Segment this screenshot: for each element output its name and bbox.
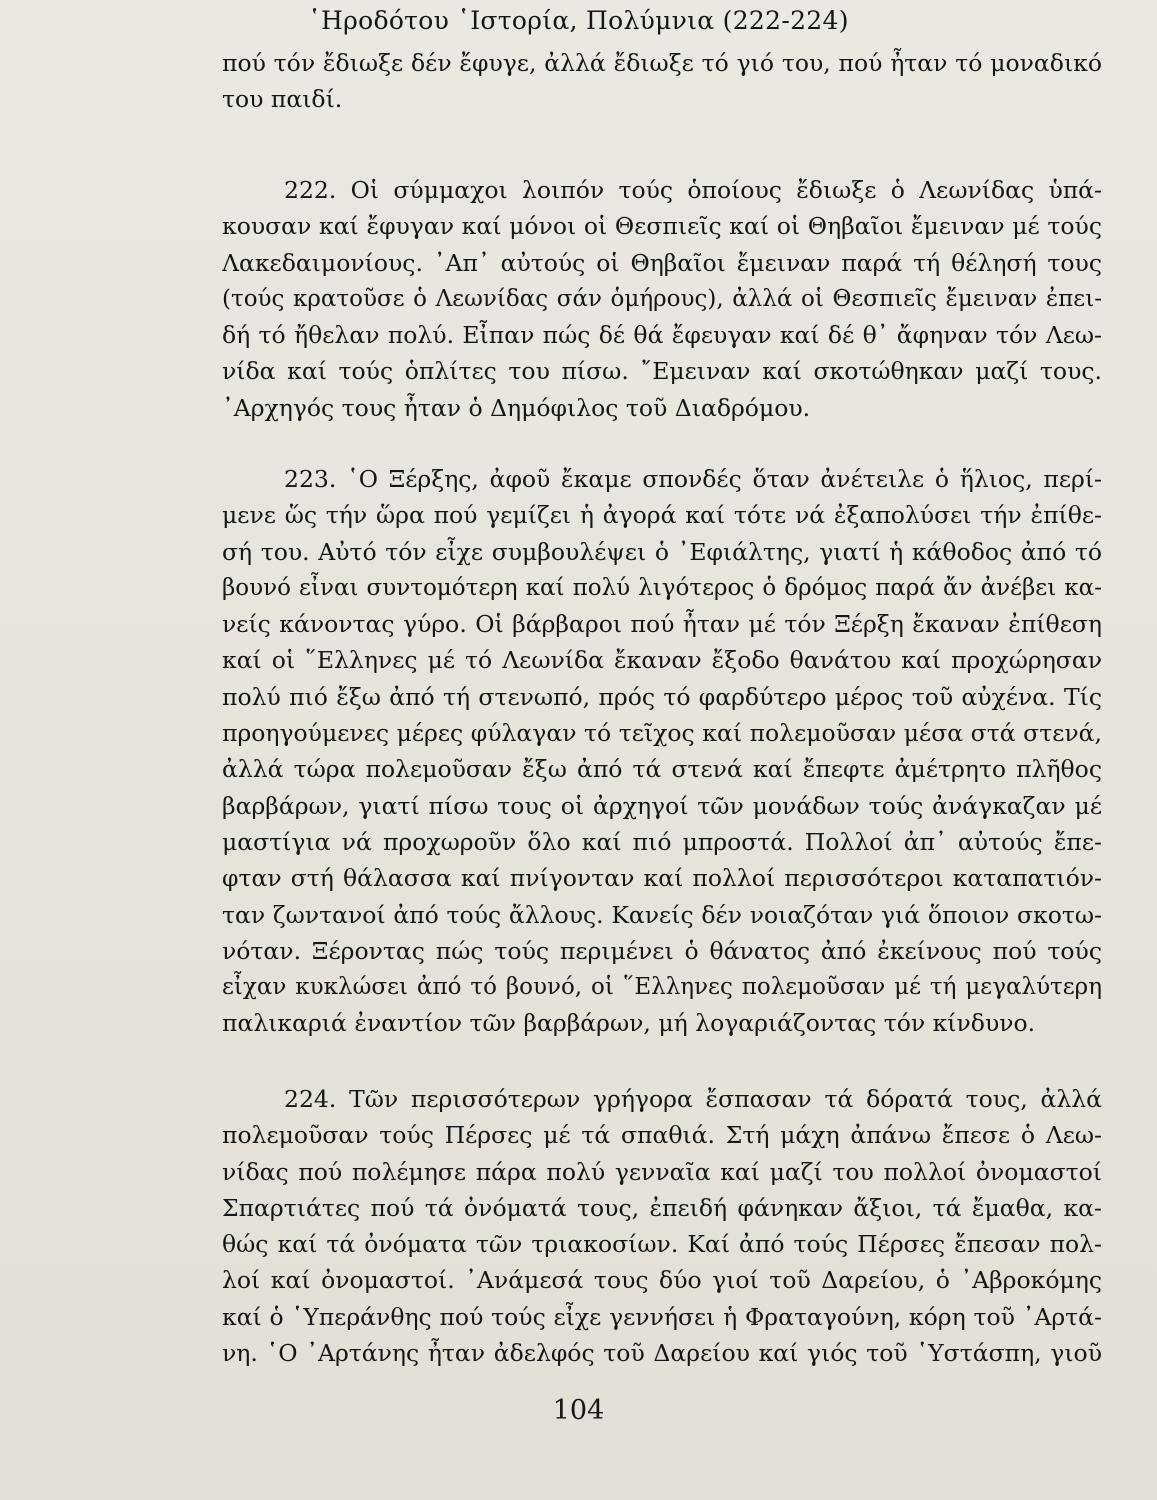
text-line: δή τό ἤθελαν πολύ. Εἶπαν πώς δέ θά ἔφευγαν καί δέ θ᾿ ἄφηναν τόν Λεω- xyxy=(222,321,1102,350)
text-line: νίδα καί τούς ὁπλίτες του πίσω. ῎Εμειναν καί σκοτώθηκαν μαζί τους. xyxy=(222,357,1102,386)
text-line: κουσαν καί ἔφυγαν καί μόνοι οἱ Θεσπιεῖς καί οἱ Θηβαῖοι ἔμειναν μέ τούς xyxy=(222,212,1102,241)
text-line: μαστίγια νά προχωροῦν ὅλο καί πιό μπροστά. Πολλοί ἀπ᾿ αὐτούς ἔπε- xyxy=(222,827,1102,856)
text-line: μενε ὥς τήν ὥρα πού γεμίζει ἡ ἀγορά καί τότε νά ἐξαπολύσει τήν ἐπίθε- xyxy=(222,501,1102,530)
text-line: σή του. Αὐτό τόν εἶχε συμβουλέψει ὁ ᾿Εφιάλτης, γιατί ἡ κάθοδος ἀπό τό xyxy=(222,537,1102,566)
text-line: πολύ πιό ἔξω ἀπό τή στενωπό, πρός τό φαρδύτερο μέρος τοῦ αὐχένα. Τίς xyxy=(222,682,1102,711)
text-line: ἀλλά τώρα πολεμοῦσαν ἔξω ἀπό τά στενά καί ἔπεφτε ἀμέτρητο πλῆθος xyxy=(222,755,1102,784)
text-line: 222. Οἱ σύμμαχοι λοιπόν τούς ὁποίους ἔδιωξε ὁ Λεωνίδας ὑπά- xyxy=(284,176,1102,204)
text-line: καί οἱ ῞Ελληνες μέ τό Λεωνίδα ἔκαναν ἔξοδο θανάτου καί προχώρησαν xyxy=(222,646,1102,675)
text-line: ᾿Αρχηγός τους ἦταν ὁ Δημόφιλος τοῦ Διαδρόμου. xyxy=(222,393,811,422)
page-number: 104 xyxy=(552,1395,605,1426)
text-line: 224. Τῶν περισσότερων γρήγορα ἔσπασαν τά δόρατά τους, ἀλλά xyxy=(284,1085,1102,1113)
text-line: φταν στή θάλασσα καί πνίγονταν καί πολλοί περισσότεροι καταπατιόν- xyxy=(222,864,1102,893)
section-222-paragraph xyxy=(222,172,1102,426)
section-224-paragraph xyxy=(222,1081,1102,1371)
text-line: θώς καί τά ὀνόματα τῶν τριακοσίων. Καί ἀπό τούς Πέρσες ἔπεσαν πολ- xyxy=(222,1230,1102,1259)
text-line: πού τόν ἔδιωξε δέν ἔφυγε, ἀλλά ἔδιωξε τό γιό του, πού ἦταν τό μοναδικό xyxy=(222,49,1102,77)
running-head: ῾Ηροδότου ῾Ιστορία, Πολύμνια (222-224) xyxy=(308,6,849,35)
text-line: του παιδί. xyxy=(222,85,343,114)
text-line: βουνό εἶναι συντομότερη καί πολύ λιγότερος ὁ δρόμος παρά ἄν ἀνέβει κα- xyxy=(222,574,1102,601)
text-line: ταν ζωντανοί ἀπό τούς ἄλλους. Κανείς δέν νοιαζόταν γιά ὅποιον σκοτω- xyxy=(222,900,1102,929)
text-line: εἶχαν κυκλώσει ἀπό τό βουνό, οἱ ῞Ελληνες πολεμοῦσαν μέ τή μεγαλύτερη xyxy=(222,974,1102,1001)
text-line: νίδας πού πολέμησε πάρα πολύ γενναῖα καί μαζί του πολλοί ὀνομαστοί xyxy=(222,1157,1102,1186)
text-line: πολεμοῦσαν τούς Πέρσες μέ τά σπαθιά. Στή μάχη ἀπάνω ἔπεσε ὁ Λεω- xyxy=(222,1121,1102,1150)
text-line: 223. ῾Ο Ξέρξης, ἀφοῦ ἔκαμε σπονδές ὅταν ἀνέτειλε ὁ ἥλιος, περί- xyxy=(284,465,1102,493)
text-line: προηγούμενες μέρες φύλαγαν τό τεῖχος καί πολεμοῦσαν μέσα στά στενά, xyxy=(222,719,1102,748)
text-line: παλικαριά ἐναντίον τῶν βαρβάρων, μή λογαριάζοντας τόν κίνδυνο. xyxy=(222,1009,1036,1038)
text-line: Σπαρτιάτες πού τά ὀνόματά τους, ἐπειδή φάνηκαν ἄξιοι, τά ἔμαθα, κα- xyxy=(222,1193,1102,1222)
text-line: νόταν. Ξέροντας πώς τούς περιμένει ὁ θάνατος ἀπό ἐκείνους πού τούς xyxy=(222,936,1102,965)
text-line: βαρβάρων, γιατί πίσω τους οἱ ἀρχηγοί τῶν μονάδων τούς ἀνάγκαζαν μέ xyxy=(222,791,1102,820)
text-line: νείς κάνοντας γύρο. Οἱ βάρβαροι πού ἦταν μέ τόν Ξέρξη ἔκαναν ἐπίθεση xyxy=(222,610,1102,639)
text-line: νη. ῾Ο ᾿Αρτάνης ἦταν ἀδελφός τοῦ Δαρείου καί γιός τοῦ ῾Υστάσπη, γιοῦ xyxy=(222,1339,1102,1368)
text-line: καί ὁ ῾Υπεράνθης πού τούς εἶχε γεννήσει ἡ Φραταγούνη, κόρη τοῦ ᾿Αρτά- xyxy=(222,1302,1102,1331)
intro-paragraph xyxy=(222,45,1102,118)
text-line: λοί καί ὀνομαστοί. ᾿Ανάμεσά τους δύο γιοί τοῦ Δαρείου, ὁ ᾿Αβροκόμης xyxy=(222,1266,1102,1295)
text-line: Λακεδαιμονίους. ᾿Απ᾿ αὐτούς οἱ Θηβαῖοι ἔμειναν παρά τή θέλησή τους xyxy=(222,248,1102,277)
text-line: (τούς κρατοῦσε ὁ Λεωνίδας σάν ὁμήρους), ἀλλά οἱ Θεσπιεῖς ἔμειναν ἐπει- xyxy=(222,285,1102,312)
section-223-paragraph xyxy=(222,461,1102,1042)
